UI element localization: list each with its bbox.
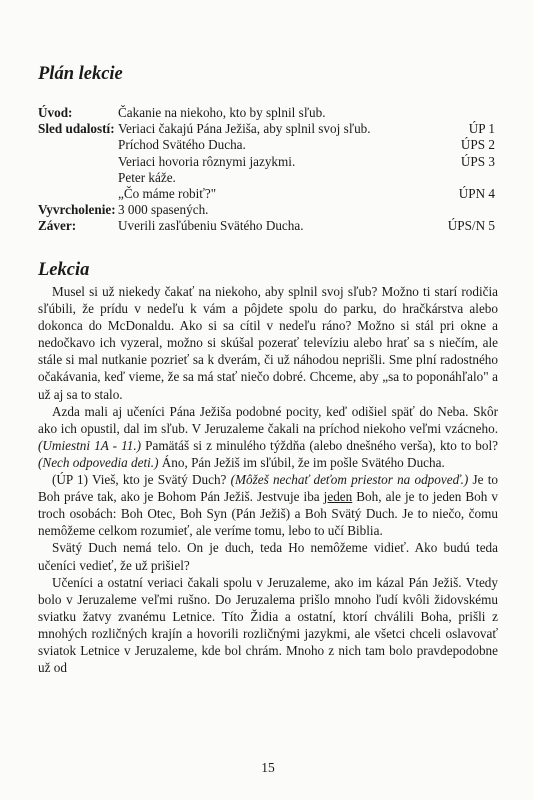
- plan-row-code: ÚPN 4: [458, 185, 495, 201]
- plan-row-label: Vyvrcholenie:: [38, 202, 116, 218]
- text-run: Je to Boh práve tak, ako je Bohom Pán Ježiš. Jestvuje iba: [38, 472, 498, 505]
- plan-row-label: Sled udalostí:: [38, 121, 115, 137]
- plan-row: [38, 105, 498, 121]
- plan-row: [38, 154, 498, 170]
- text-run: Azda mali aj učeníci Pána Ježiša podobné pocity, keď odišiel späť do Neba. Skôr ako ich opustil, dal im sľub. V Jeruzaleme čakali na príchod niekoho veľmi vzácneho.: [38, 403, 498, 436]
- plan-row-text: Čakanie na niekoho, kto by splnil sľub.: [118, 105, 326, 120]
- plan-row-label: Úvod:: [38, 105, 73, 120]
- text-run: (ÚP 1) Vieš, kto je Svätý Duch?: [52, 472, 231, 488]
- plan-row: [38, 186, 498, 202]
- plan-row: [38, 170, 498, 186]
- plan-title: Plán lekcie: [38, 64, 123, 84]
- text-run: Áno, Pán Ježiš im sľúbil, že im pošle Svätého Ducha.: [158, 454, 445, 470]
- plan-row: [38, 121, 498, 137]
- instruction-note: (Umiestni 1A - 11.): [38, 437, 142, 453]
- plan-row: [38, 218, 498, 234]
- underlined-word: jeden: [323, 489, 353, 505]
- lesson-body: [38, 283, 498, 676]
- plan-row-code: ÚP 1: [468, 121, 495, 137]
- instruction-note: (Nech odpovedia deti.): [38, 454, 159, 470]
- plan-row-text: „Čo máme robiť?": [118, 185, 217, 201]
- text-run: Boh, ale je to jeden Boh v troch osobách: Boh Otec, Boh Syn (Pán Ježiš) a Boh Svätý Duch. Je to niečo, čomu nemôžeme celkom rozumieť, ale veríme tomu, lebo to učí Biblia.: [38, 489, 498, 539]
- paragraph: [38, 471, 498, 539]
- instruction-note: (Môžeš nechať deťom priestor na odpoveď.): [230, 472, 469, 488]
- plan-row-text: Veriaci čakajú Pána Ježiša, aby splnil svoj sľub.: [118, 121, 371, 137]
- plan-row: [38, 202, 498, 218]
- plan-row-code: ÚPS 3: [460, 153, 495, 169]
- paragraph: [38, 403, 498, 471]
- plan-row-text: 3 000 spasených.: [118, 202, 209, 218]
- plan-row-label: Záver:: [38, 218, 77, 234]
- paragraph: Musel si už niekedy čakať na niekoho, aby splnil svoj sľub? Možno ti starí rodičia sľúbili, že prídu v nedeľu k vám a pôjdete spolu do parku, do hračkárstva alebo dokonca do McDonaldu. Ako si sa cítil v nedeľu ráno? Možno si stál pri okne a nedočkavo ich vyzeral, možno si skúšal pozerať televíziu alebo hrať sa s niečím, ale stále si mal nutkanie pozrieť sa k dverám, či už náhodou neprišli. Sme plní radostného očakávania, keď vieme, že sa má stať niečo dobré. Chceme, aby „sa to poponáhľalo" a už aj sa to stalo.: [38, 284, 498, 402]
- page-number: 15: [261, 760, 275, 775]
- lesson-title: Lekcia: [38, 260, 90, 280]
- plan-row-text: Peter káže.: [118, 169, 176, 185]
- paragraph: Učeníci a ostatní veriaci čakali spolu v Jeruzaleme, ako im kázal Pán Ježiš. Vtedy bolo v Jeruzaleme veľmi rušno. Do Jeruzalema prišlo mnoho ľudí kvôli židovskému sviatku žatvy zvanému Letnice. Títo Židia a ostatní, ktorí chválili Boha, prišli z mnohých rozličných krajín a hovorili rozličnými jazykmi, ale všetci chceli oslavovať sviatok Letnice v Jeruzaleme, kde bol chrám. Mnoho z nich tam bolo pravdepodobne už od: [38, 574, 498, 676]
- plan-row-text: Uverili zasľúbeniu Svätého Ducha.: [118, 218, 304, 234]
- plan-row-text: Veriaci hovoria rôznymi jazykmi.: [118, 153, 296, 169]
- plan-row: [38, 137, 498, 153]
- plan-row-text: Príchod Svätého Ducha.: [118, 137, 246, 153]
- plan-table: [38, 105, 498, 235]
- paragraph: Svätý Duch nemá telo. On je duch, teda Ho nemôžeme vidieť. Ako budú teda učeníci vedieť, že už prišiel?: [38, 540, 498, 573]
- plan-row-code: ÚPS 2: [460, 137, 495, 153]
- plan-row-code: ÚPS/N 5: [447, 218, 495, 234]
- text-run: Pamätáš si z minulého týždňa (alebo dnešného verša), kto to bol?: [141, 437, 498, 453]
